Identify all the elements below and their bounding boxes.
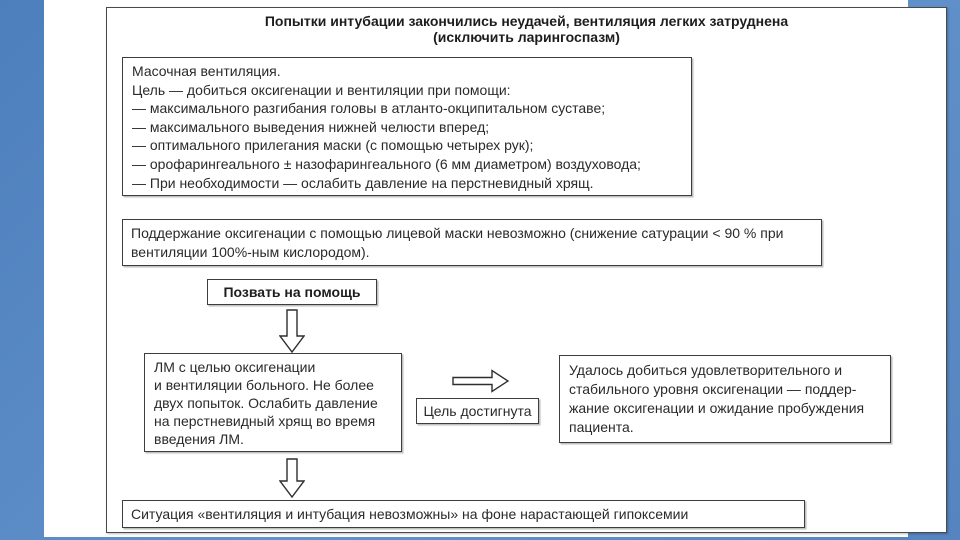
slide-white-panel bbox=[44, 0, 908, 537]
mask-ventilation-line: — оптимального прилегания маски (с помощью четырех рук); bbox=[132, 137, 534, 154]
down-arrow-icon bbox=[279, 458, 305, 498]
flowchart-outer-frame bbox=[106, 7, 947, 533]
box-goal-achieved: Цель достигнута bbox=[416, 398, 539, 424]
flowchart-title bbox=[107, 13, 946, 45]
flowchart-title-line2: (исключить ларингоспазм) bbox=[433, 29, 620, 45]
box-stable-oxygenation bbox=[559, 355, 891, 443]
laryngeal-mask-line: и вентиляции больного. Не более bbox=[154, 377, 374, 393]
laryngeal-mask-line: двух попыток. Ослабить давление bbox=[154, 395, 378, 411]
down-arrow-icon bbox=[279, 309, 305, 353]
mask-ventilation-line: Цель — добиться оксигенации и вентиляции при помощи: bbox=[132, 81, 511, 98]
box-laryngeal-mask-attempt bbox=[144, 353, 402, 452]
mask-ventilation-line: — максимального разгибания головы в атланто-окципитальном суставе; bbox=[132, 100, 606, 117]
mask-ventilation-line: Масочная вентиляция. bbox=[132, 63, 281, 79]
box-call-for-help: Позвать на помощь bbox=[207, 279, 377, 305]
laryngeal-mask-line: введения ЛМ. bbox=[154, 431, 244, 447]
right-arrow-icon bbox=[452, 369, 510, 393]
flowchart-title-line1: Попытки интубации закончились неудачей, вентиляция легких затруднена bbox=[264, 13, 789, 29]
stable-oxygenation-line: жание оксигенации и ожидание пробуждения bbox=[569, 400, 865, 416]
box-cannot-ventilate-cannot-intubate: Ситуация «вентиляция и интубация невозможны» на фоне нарастающей гипоксемии bbox=[122, 500, 805, 528]
stable-oxygenation-line: Удалось добиться удовлетворительного и bbox=[569, 362, 843, 378]
box-oxygenation-impossible: Поддержание оксигенации с помощью лицевой маски невозможно (снижение сатурации < 90 % при вентиляции 100%-ным кислородом). bbox=[122, 219, 822, 266]
box-mask-ventilation bbox=[122, 57, 692, 196]
laryngeal-mask-line: ЛМ с целью оксигенации bbox=[154, 359, 316, 375]
laryngeal-mask-line: на перстневидный хрящ во время bbox=[154, 413, 376, 429]
mask-ventilation-line: — При необходимости — ослабить давление на перстневидный хрящ. bbox=[132, 174, 594, 191]
mask-ventilation-line: — максимального выведения нижней челюсти вперед; bbox=[132, 118, 490, 135]
mask-ventilation-line: — орофарингеального ± назофарингеального (6 мм диаметром) воздуховода; bbox=[132, 155, 641, 172]
stable-oxygenation-line: пациента. bbox=[569, 419, 634, 435]
stable-oxygenation-line: стабильного уровня оксигенации — поддер- bbox=[569, 381, 857, 397]
